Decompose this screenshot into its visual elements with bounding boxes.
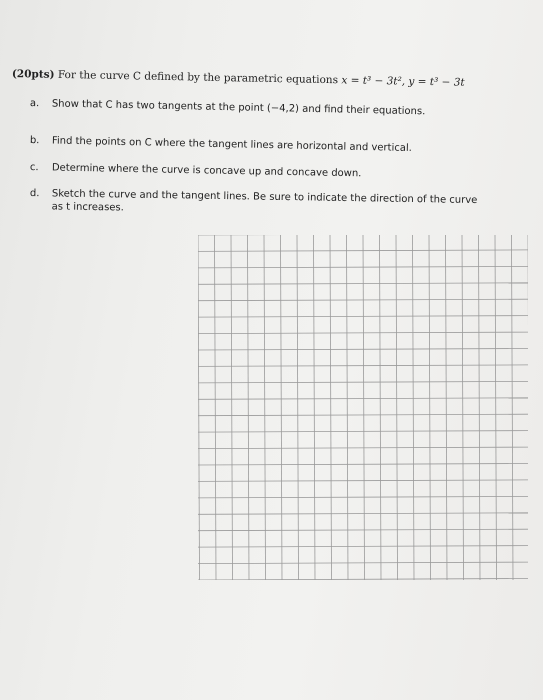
grid-line-vertical xyxy=(429,235,431,580)
part-text: Find the points on C where the tangent lines are horizontal and vertical. xyxy=(51,135,412,154)
equation-x: x = t³ − 3t², xyxy=(341,74,406,88)
question-statement xyxy=(12,68,537,91)
part-text: Determine where the curve is concave up and concave down. xyxy=(51,162,362,180)
grid-svg xyxy=(198,235,528,580)
grid-line-vertical xyxy=(281,235,283,580)
grid-line-vertical xyxy=(413,235,415,580)
question-prompt: For the curve C defined by the parametric equations xyxy=(57,68,339,87)
part-letter: d. xyxy=(29,188,40,200)
grid-line-vertical xyxy=(314,235,316,580)
grid-line-vertical xyxy=(264,235,266,580)
grid-line-horizontal xyxy=(198,513,528,515)
grid-line-horizontal xyxy=(198,381,528,383)
grid-line-horizontal xyxy=(198,464,528,466)
graph-paper-grid[interactable] xyxy=(198,235,528,580)
grid-line-vertical xyxy=(495,235,497,580)
part-text: Sketch the curve and the tangent lines. Be sure to indicate the direction of the curve as t increases. xyxy=(51,188,478,213)
grid-line-horizontal xyxy=(198,398,528,400)
grid-line-vertical xyxy=(446,235,448,580)
grid-line-vertical xyxy=(198,235,200,580)
grid-line-vertical xyxy=(380,235,382,580)
part-d xyxy=(30,188,500,220)
grid-line-horizontal xyxy=(198,332,528,334)
grid-line-horizontal xyxy=(198,480,528,482)
part-a xyxy=(30,98,426,119)
grid-line-vertical xyxy=(330,235,332,580)
grid-line-vertical xyxy=(396,235,398,580)
grid-line-horizontal xyxy=(198,447,528,449)
grid-line-vertical xyxy=(512,235,514,580)
grid-line-vertical xyxy=(248,235,250,580)
grid-line-vertical xyxy=(297,235,299,580)
grid-line-horizontal xyxy=(198,546,528,548)
grid-line-vertical xyxy=(231,235,233,580)
grid-line-horizontal xyxy=(198,579,528,581)
grid-line-vertical xyxy=(479,235,481,580)
grid-line-horizontal xyxy=(198,349,528,351)
grid-line-horizontal xyxy=(198,496,528,498)
grid-line-vertical xyxy=(215,235,217,580)
part-letter: b. xyxy=(29,135,40,147)
grid-line-horizontal xyxy=(198,414,528,416)
part-b xyxy=(30,135,412,155)
grid-line-horizontal xyxy=(198,529,528,531)
part-text: Show that C has two tangents at the point (−4,2) and find their equations. xyxy=(51,98,426,118)
equation-y: y = t³ − 3t xyxy=(408,75,465,89)
grid-line-vertical xyxy=(462,235,464,580)
part-letter: a. xyxy=(29,98,40,110)
grid-line-horizontal xyxy=(198,365,528,367)
part-letter: c. xyxy=(29,162,39,174)
part-c xyxy=(30,162,362,181)
grid-line-vertical xyxy=(363,235,365,580)
grid-line-horizontal xyxy=(198,562,528,564)
points-label: (20pts) xyxy=(11,68,55,81)
grid-line-vertical xyxy=(347,235,349,580)
grid-line-horizontal xyxy=(198,431,528,433)
